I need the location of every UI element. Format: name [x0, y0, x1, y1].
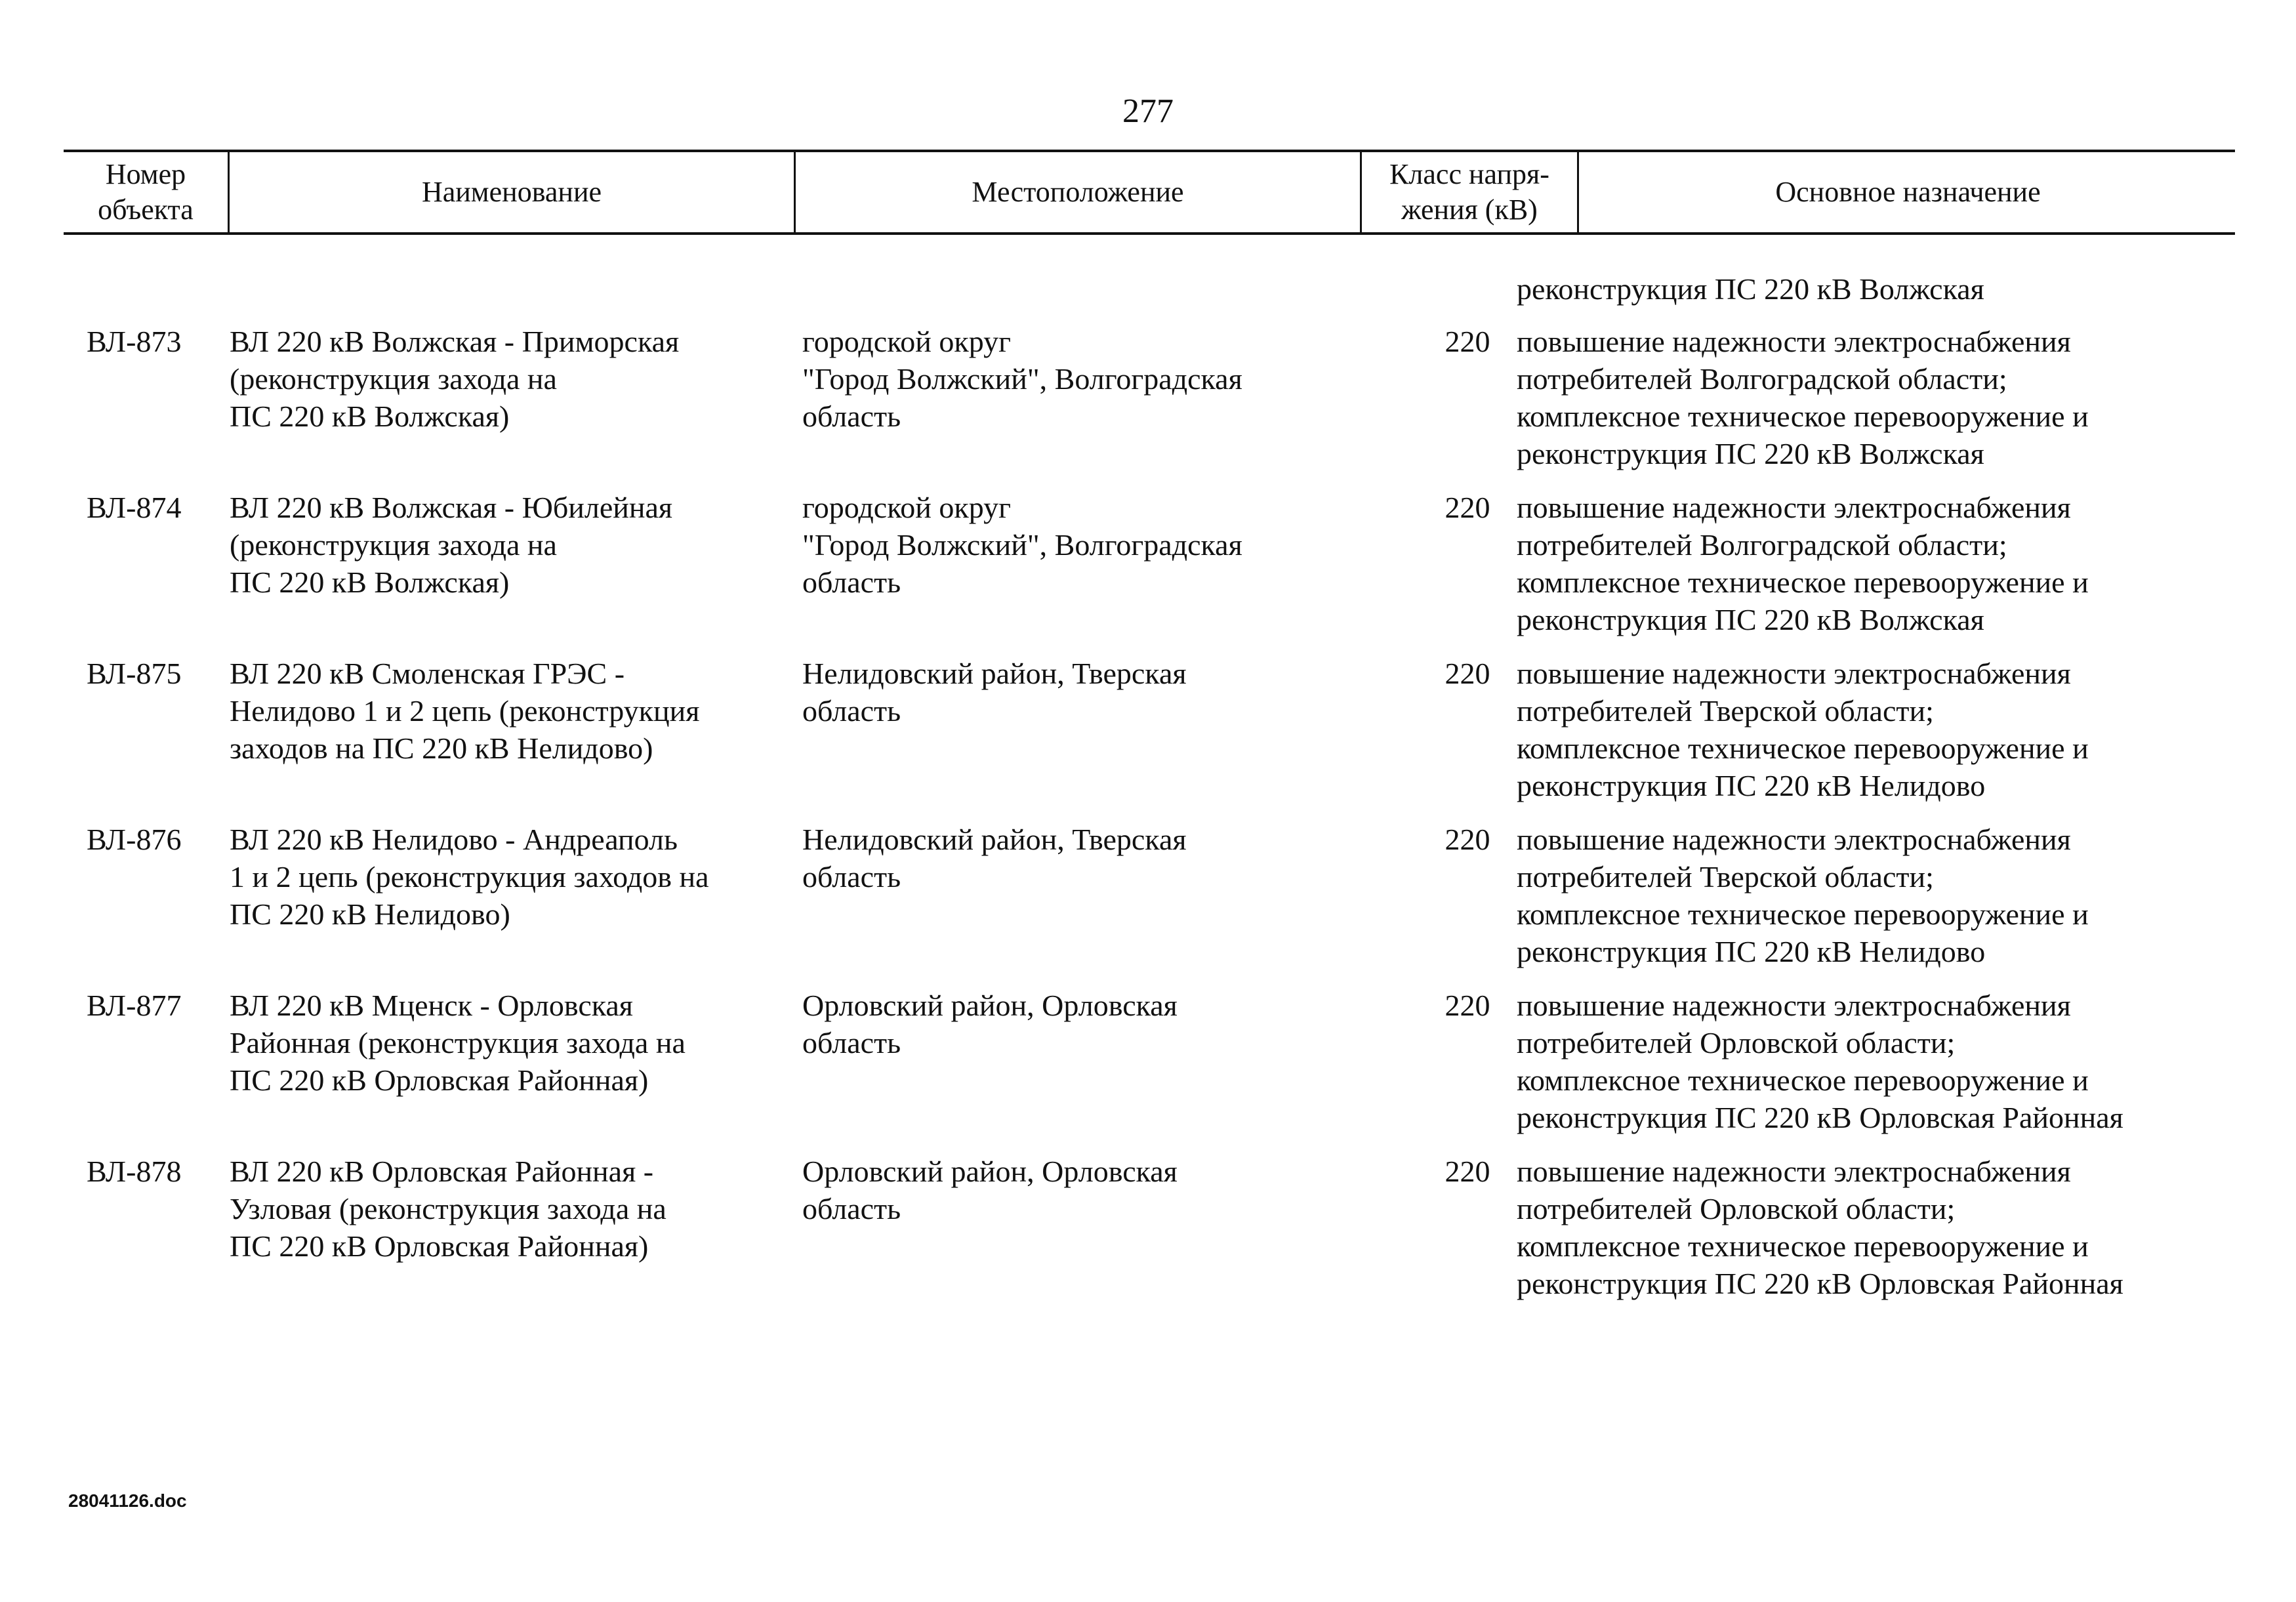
table-body [64, 270, 2235, 1319]
object-voltage: 220 [1445, 491, 1490, 524]
table-row [64, 323, 2235, 489]
objects-table [64, 150, 2235, 1319]
page-number: 277 [1122, 92, 1174, 130]
header-purpose: Основное назначение [1577, 152, 2237, 232]
table-header [64, 150, 2235, 235]
object-purpose: повышение надежности электроснабжения потребителей Тверской области; комплексное техническое перевооружение и реконструкция ПС 220 кВ Нелидово [1517, 823, 2089, 968]
object-purpose: повышение надежности электроснабжения потребителей Орловской области; комплексное техническое перевооружение и реконструкция ПС 220 кВ Орловская Районная [1517, 989, 2123, 1134]
object-purpose: повышение надежности электроснабжения потребителей Орловской области; комплексное техническое перевооружение и реконструкция ПС 220 кВ Орловская Районная [1517, 1155, 2123, 1300]
object-name: ВЛ 220 кВ Волжская - Приморская (реконструкция захода на ПС 220 кВ Волжская) [230, 325, 680, 433]
table-row [64, 489, 2235, 655]
object-number: ВЛ-878 [87, 1155, 182, 1188]
object-location: Орловский район, Орловская область [802, 1155, 1178, 1225]
object-name: ВЛ 220 кВ Смоленская ГРЭС - Нелидово 1 и 2 цепь (реконструкция заходов на ПС 220 кВ Нелидово) [230, 657, 700, 765]
table-row [64, 987, 2235, 1153]
object-location: городской округ "Город Волжский", Волгоградская область [802, 491, 1242, 599]
object-name: ВЛ 220 кВ Мценск - Орловская Районная (реконструкция захода на ПС 220 кВ Орловская Районная) [230, 989, 686, 1097]
object-purpose: повышение надежности электроснабжения потребителей Тверской области; комплексное техническое перевооружение и реконструкция ПС 220 кВ Нелидово [1517, 657, 2089, 802]
object-number: ВЛ-874 [87, 491, 182, 524]
table-row [64, 1153, 2235, 1319]
object-location: Нелидовский район, Тверская область [802, 823, 1187, 893]
header-name: Наименование [228, 152, 794, 232]
continuation-row [64, 270, 2235, 308]
object-voltage: 220 [1445, 823, 1490, 856]
object-location: Нелидовский район, Тверская область [802, 657, 1187, 728]
object-voltage: 220 [1445, 657, 1490, 690]
header-location: Местоположение [794, 152, 1360, 232]
object-purpose: повышение надежности электроснабжения потребителей Волгоградской области; комплексное техническое перевооружение и реконструкция ПС 220 кВ Волжская [1517, 325, 2089, 470]
object-name: ВЛ 220 кВ Нелидово - Андреаполь 1 и 2 цепь (реконструкция заходов на ПС 220 кВ Нелидово) [230, 823, 709, 931]
header-number: Номер объекта [98, 158, 194, 226]
header-voltage: Класс напря- жения (кВ) [1360, 152, 1577, 232]
object-name: ВЛ 220 кВ Орловская Районная - Узловая (реконструкция захода на ПС 220 кВ Орловская Районная) [230, 1155, 666, 1263]
object-purpose: повышение надежности электроснабжения потребителей Волгоградской области; комплексное техническое перевооружение и реконструкция ПС 220 кВ Волжская [1517, 491, 2089, 636]
object-voltage: 220 [1445, 989, 1490, 1022]
table-row [64, 655, 2235, 821]
object-number: ВЛ-875 [87, 657, 182, 690]
object-voltage: 220 [1445, 1155, 1490, 1188]
object-location: городской округ "Город Волжский", Волгоградская область [802, 325, 1242, 433]
table-row [64, 821, 2235, 987]
object-number: ВЛ-873 [87, 325, 182, 358]
object-voltage: 220 [1445, 325, 1490, 358]
object-location: Орловский район, Орловская область [802, 989, 1178, 1059]
object-name: ВЛ 220 кВ Волжская - Юбилейная (реконструкция захода на ПС 220 кВ Волжская) [230, 491, 673, 599]
object-number: ВЛ-877 [87, 989, 182, 1022]
continuation-text: реконструкция ПС 220 кВ Волжская [1517, 272, 1984, 306]
document-filename: 28041126.doc [68, 1490, 187, 1511]
object-number: ВЛ-876 [87, 823, 182, 856]
